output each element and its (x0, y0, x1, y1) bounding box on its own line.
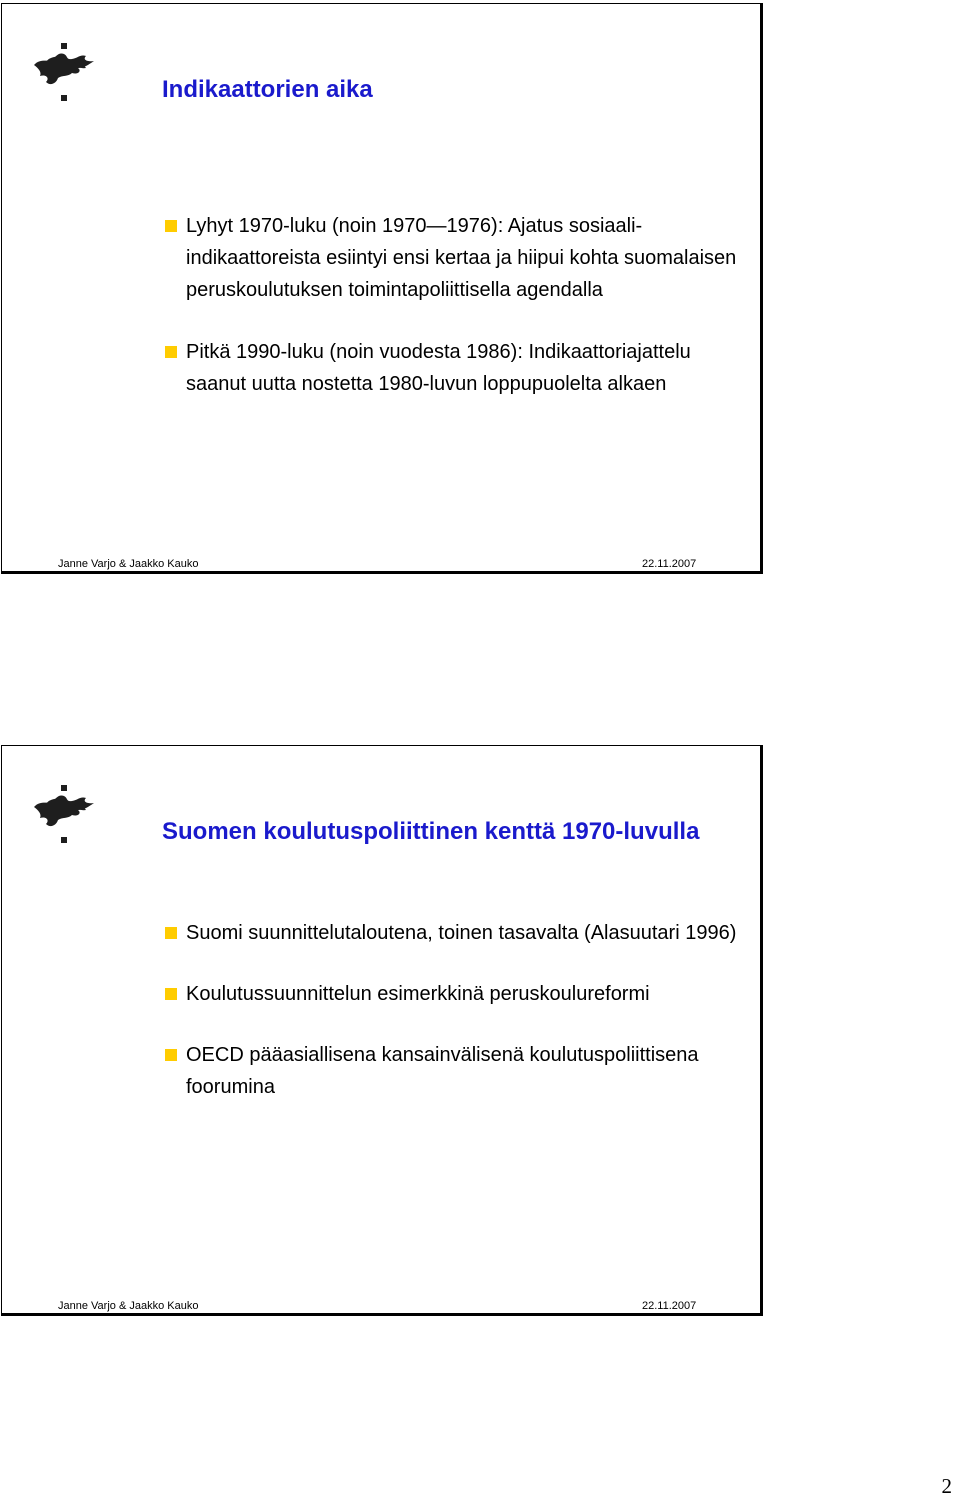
page-number: 2 (941, 1474, 952, 1498)
bullet-item (162, 978, 742, 1010)
bullet-list (162, 917, 742, 1103)
slide-1 (1, 3, 763, 574)
slide-2 (1, 745, 763, 1316)
square-bullet-icon (165, 346, 177, 358)
bullet-text: OECD pääasiallisena kansainvälisenä koulutuspoliittisena foorumina (186, 1044, 699, 1098)
bullet-item (162, 336, 742, 400)
square-bullet-icon (165, 220, 177, 232)
square-bullet-icon (165, 1049, 177, 1061)
slide-title: Suomen koulutuspoliittinen kenttä 1970-luvulla (162, 818, 700, 845)
footer-date: 22.11.2007 (642, 558, 697, 570)
bullet-item (162, 917, 742, 949)
university-flame-logo-icon (28, 782, 98, 850)
university-flame-logo-icon (28, 40, 98, 108)
square-bullet-icon (165, 988, 177, 1000)
slide-title: Indikaattorien aika (162, 76, 373, 103)
bullet-text: Suomi suunnittelutaloutena, toinen tasavalta (Alasuutari 1996) (186, 922, 737, 944)
bullet-text: Koulutussuunnittelun esimerkkinä peruskoulureformi (186, 983, 650, 1005)
bullet-item (162, 210, 742, 306)
bullet-item (162, 1039, 742, 1103)
footer-date: 22.11.2007 (642, 1300, 697, 1312)
bullet-text: Pitkä 1990-luku (noin vuodesta 1986): Indikaattoriajattelu saanut uutta nostetta 1980-luvun loppupuolelta alkaen (186, 341, 691, 395)
square-bullet-icon (165, 927, 177, 939)
bullet-list (162, 210, 742, 400)
bullet-text: Lyhyt 1970-luku (noin 1970—1976): Ajatus sosiaali-indikaattoreista esiintyi ensi kertaa ja hiipui kohta suomalaisen peruskoulutuksen toimintapoliittisella agendalla (186, 215, 737, 301)
footer-author: Janne Varjo & Jaakko Kauko (58, 1300, 199, 1312)
footer-author: Janne Varjo & Jaakko Kauko (58, 558, 199, 570)
